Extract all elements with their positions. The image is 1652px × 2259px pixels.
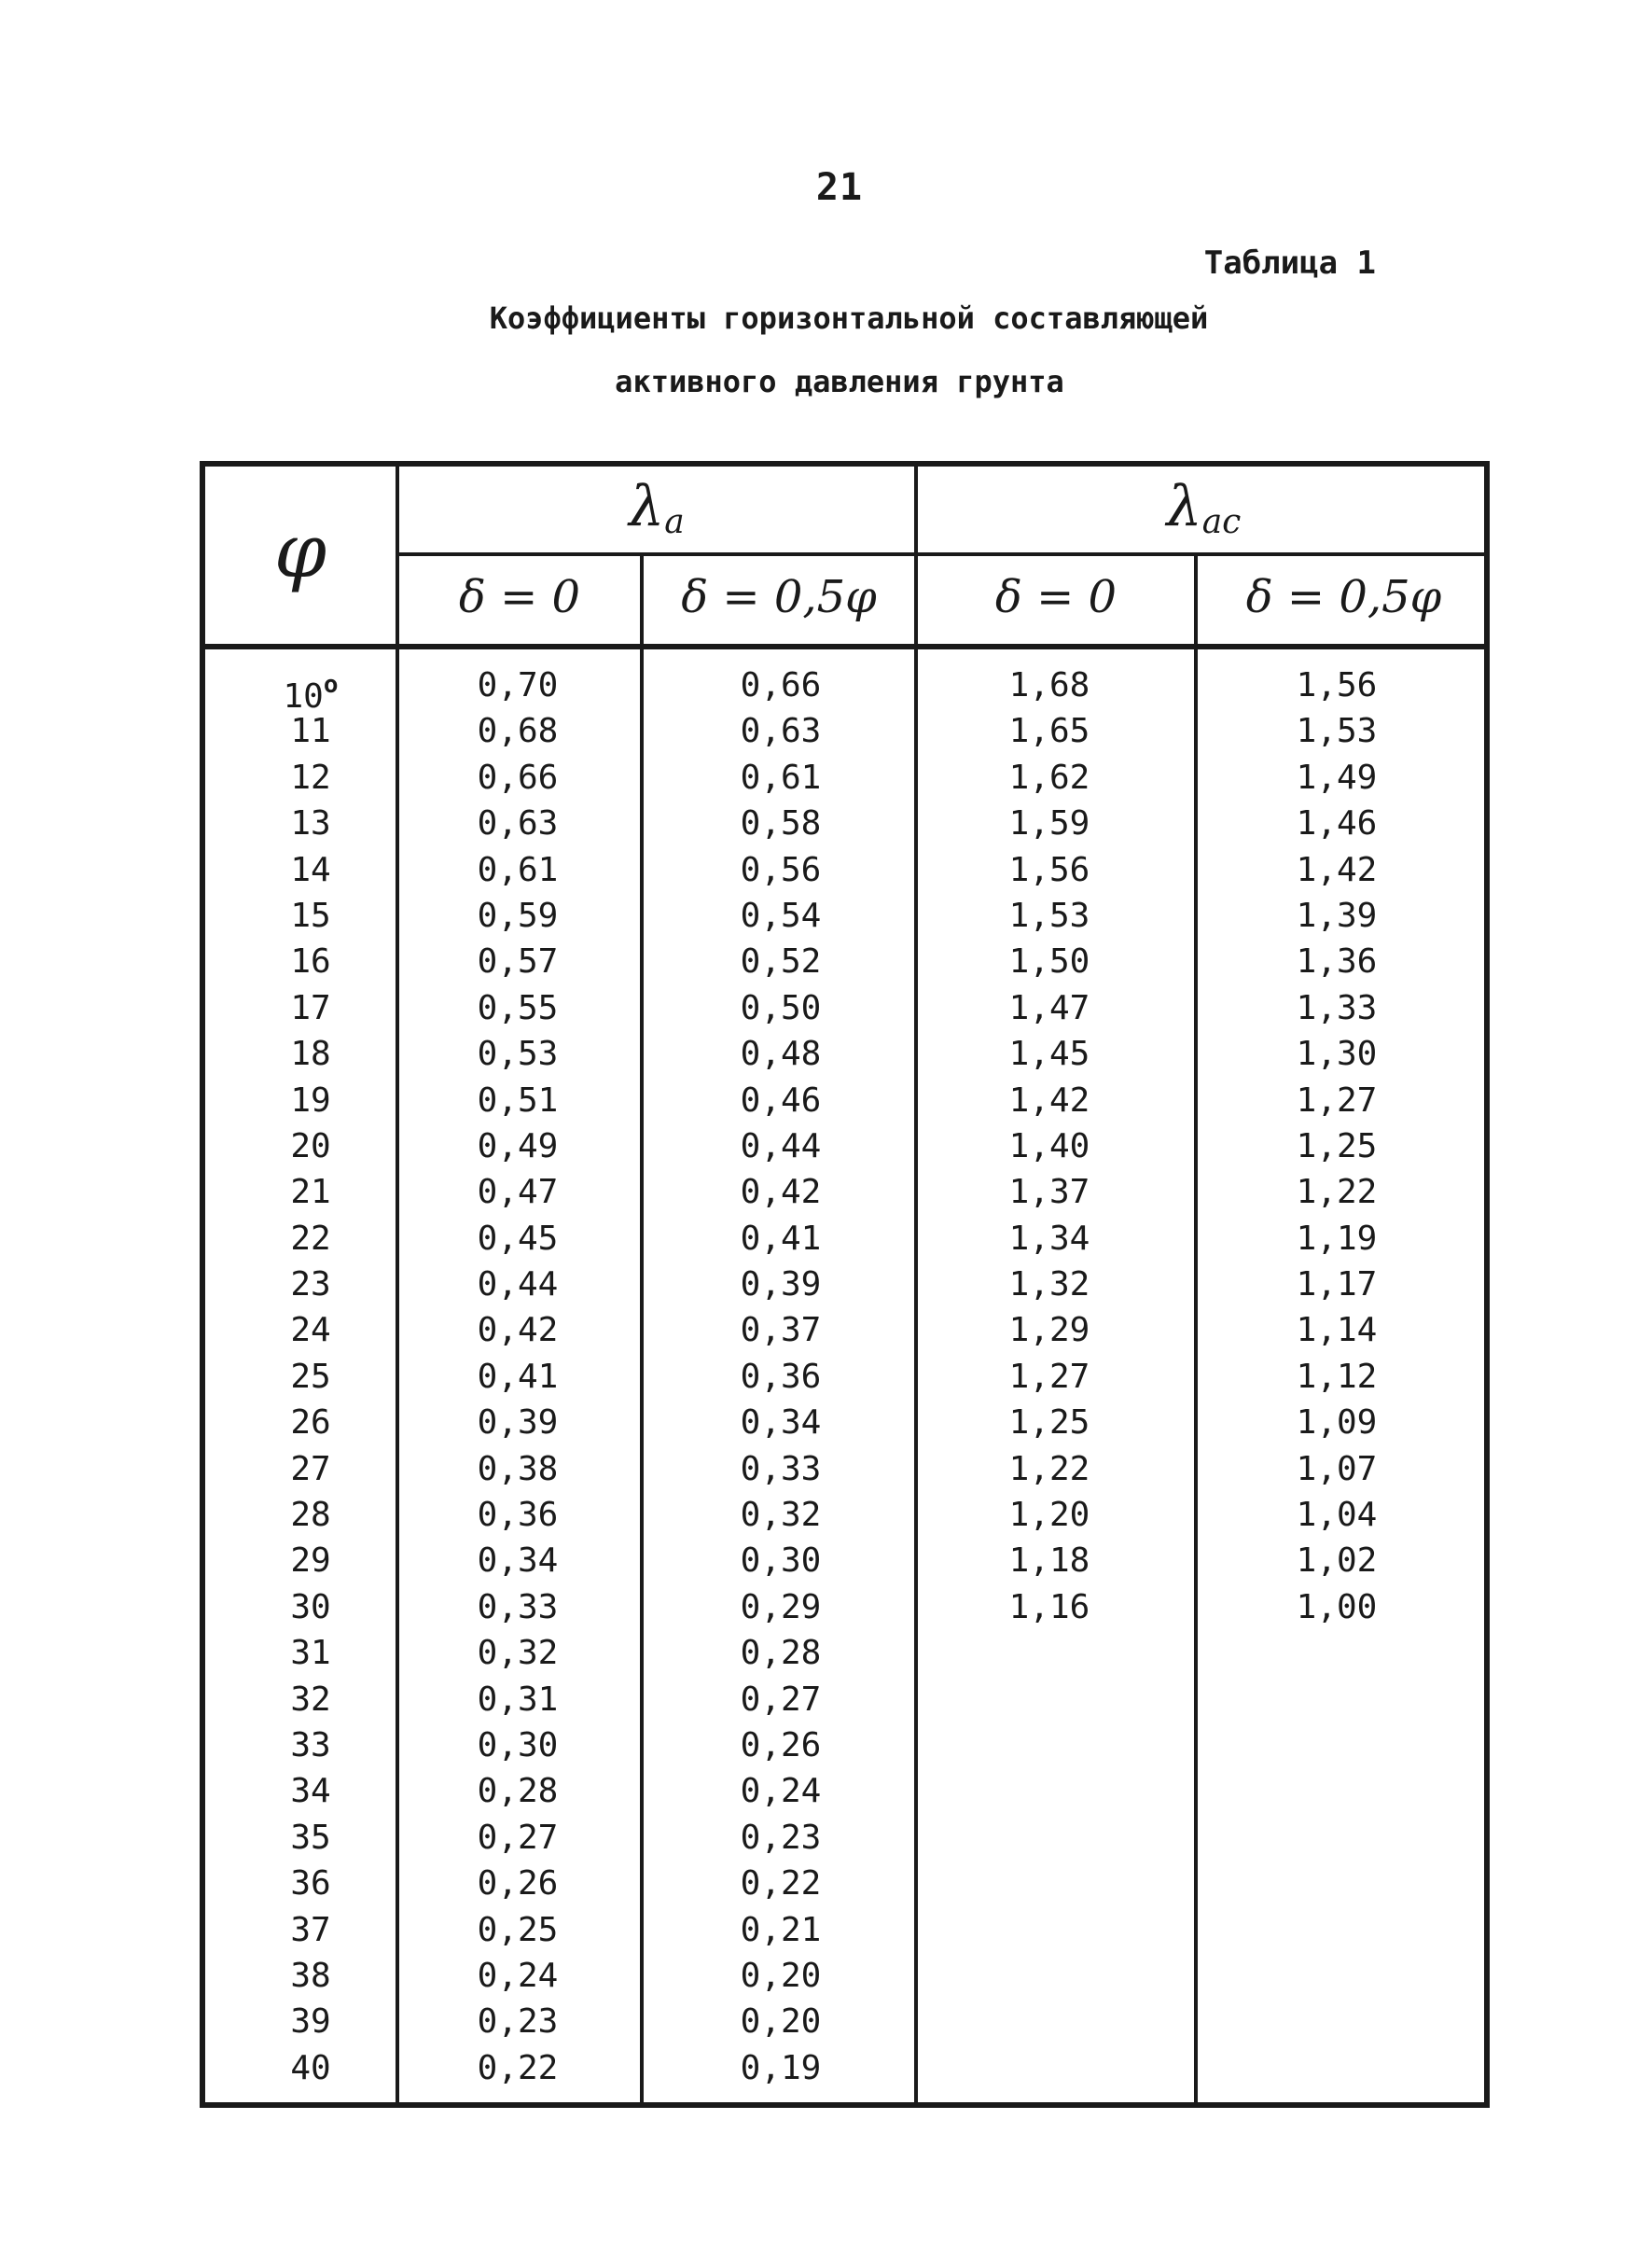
table-cell: [401, 939, 634, 984]
table-rule-vertical: [1194, 556, 1198, 2102]
table-cell: [664, 708, 897, 754]
cell-value: 1,19: [1296, 1219, 1378, 1258]
cell-value: 0,61: [477, 850, 559, 889]
table-cell: [1220, 1584, 1453, 1630]
table-cell: [241, 939, 381, 984]
cell-value: 0,54: [740, 896, 822, 935]
cell-value: 37: [290, 1910, 331, 1949]
cell-value: 0,55: [477, 988, 559, 1027]
table-cell: [1220, 1169, 1453, 1215]
cell-value: 0,20: [740, 1956, 822, 1995]
table-cell: [241, 1169, 381, 1215]
table-cell: [664, 1538, 897, 1583]
cell-value: 1,12: [1296, 1357, 1378, 1396]
cell-value: 0,44: [477, 1265, 559, 1304]
table-cell: [241, 1861, 381, 1906]
table-cell: [933, 1031, 1166, 1077]
header-lambda-ac: [918, 474, 1490, 541]
table-label: Таблица 1: [1203, 244, 1376, 282]
table-cell: [664, 1031, 897, 1077]
column-lambda-ac-delta-half-phi: [1220, 662, 1453, 1630]
table-cell: [1220, 1078, 1453, 1123]
cell-value: 0,21: [740, 1910, 822, 1949]
table-cell: [401, 1031, 634, 1077]
table-cell: [401, 708, 634, 754]
table-cell: [1220, 1262, 1453, 1307]
table-cell: [401, 1078, 634, 1123]
table-cell: [241, 801, 381, 846]
cell-value: 23: [290, 1265, 331, 1304]
header-lambda-ac-delta-zero: δ = 0: [994, 571, 1118, 623]
cell-value: 0,48: [740, 1035, 822, 1074]
table-cell: [933, 1538, 1166, 1583]
cell-value: 0,25: [477, 1910, 559, 1949]
lambda-ac-symbol: λ: [1166, 474, 1202, 539]
table-cell: [241, 1216, 381, 1262]
header-lambda-a-delta-zero: δ = 0: [458, 571, 581, 623]
table-cell: [1220, 1492, 1453, 1538]
cell-value: 0,58: [740, 804, 822, 844]
table-cell: [241, 1262, 381, 1307]
cell-value: 0,66: [740, 666, 822, 704]
table-cell: [241, 1768, 381, 1814]
table-cell: [401, 893, 634, 939]
table-cell: [664, 1630, 897, 1676]
cell-value: 14: [290, 850, 331, 889]
table-cell: [664, 1262, 897, 1307]
cell-value: 0,24: [740, 1772, 822, 1811]
table-cell: [401, 1169, 634, 1215]
table-cell: [664, 1123, 897, 1169]
table-cell: [933, 1262, 1166, 1307]
table-cell: [241, 985, 381, 1031]
cell-value: 0,45: [477, 1219, 559, 1258]
cell-value: 1,53: [1008, 896, 1090, 935]
column-lambda-ac-delta-zero: [933, 662, 1166, 1630]
cell-value: 1,59: [1008, 804, 1090, 844]
cell-value: 0,23: [477, 2002, 559, 2042]
table-cell: [401, 1999, 634, 2044]
cell-value: 0,31: [477, 1680, 559, 1719]
table-cell: [664, 847, 897, 893]
table-cell: [664, 1815, 897, 1861]
table-cell: [401, 1722, 634, 1768]
table-cell: [664, 1354, 897, 1400]
cell-value: 0,29: [740, 1587, 822, 1626]
cell-value: 26: [290, 1403, 331, 1443]
table-cell: [241, 2045, 381, 2091]
cell-value: 0,22: [740, 1864, 822, 1903]
cell-value: 1,27: [1296, 1081, 1378, 1120]
cell-value: 1,25: [1296, 1126, 1378, 1165]
cell-value: 0,32: [477, 1634, 559, 1673]
table-cell: [664, 1677, 897, 1722]
table-cell: [241, 1999, 381, 2044]
cell-value: 0,59: [477, 896, 559, 935]
cell-value: 18: [290, 1035, 331, 1074]
cell-value: 0,34: [477, 1541, 559, 1581]
cell-value: 0,36: [740, 1357, 822, 1396]
cell-value: 0,42: [740, 1173, 822, 1212]
cell-value: 16: [290, 942, 331, 982]
table-cell: [664, 1078, 897, 1123]
table-rule-vertical: [640, 556, 644, 2102]
table-cell: [933, 1078, 1166, 1123]
cell-value: 0,47: [477, 1173, 559, 1212]
cell-value: 1,09: [1296, 1403, 1378, 1443]
table-cell: [664, 985, 897, 1031]
cell-value: 0,27: [477, 1818, 559, 1857]
cell-value: 17: [290, 988, 331, 1027]
cell-value: 1,33: [1296, 988, 1378, 1027]
cell-value: 0,53: [477, 1035, 559, 1074]
table-cell: [664, 1861, 897, 1906]
table-cell: [933, 1584, 1166, 1630]
table-cell: [401, 662, 634, 708]
table-cell: [1220, 1400, 1453, 1445]
cell-value: 38: [290, 1956, 331, 1995]
table-cell: [241, 1031, 381, 1077]
table-cell: [241, 1584, 381, 1630]
cell-value: 1,65: [1008, 712, 1090, 751]
cell-value: 0,26: [477, 1864, 559, 1903]
cell-value: 0,39: [477, 1403, 559, 1443]
table-cell: [401, 1953, 634, 1999]
cell-value: 1,29: [1008, 1311, 1090, 1350]
cell-value: 25: [290, 1357, 331, 1396]
cell-value: 28: [290, 1496, 331, 1535]
header-lambda-a: [399, 474, 914, 541]
table-cell: [664, 1907, 897, 1953]
table-rule-horizontal: [396, 552, 1484, 556]
table-cell: [401, 1815, 634, 1861]
cell-value: 15: [290, 896, 331, 935]
cell-value: 1,16: [1008, 1587, 1090, 1626]
header-lambda-ac-delta-half-phi: δ = 0,5φ: [1245, 571, 1442, 623]
table-cell: [401, 847, 634, 893]
table-cell: [664, 662, 897, 708]
cell-value: 30: [290, 1587, 331, 1626]
cell-value: 0,49: [477, 1126, 559, 1165]
cell-value: 0,63: [477, 804, 559, 844]
table-cell: [664, 1492, 897, 1538]
cell-value: 0,46: [740, 1081, 822, 1120]
cell-value: 0,37: [740, 1311, 822, 1350]
cell-value: 11: [290, 712, 331, 751]
cell-value: 1,25: [1008, 1403, 1090, 1443]
table-cell: [241, 662, 381, 716]
cell-value: 1,50: [1008, 942, 1090, 982]
table-cell: [241, 1400, 381, 1445]
cell-value: 0,22: [477, 2048, 559, 2087]
table-cell: [664, 1216, 897, 1262]
cell-value: 24: [290, 1311, 331, 1350]
cell-value: 0,36: [477, 1496, 559, 1535]
table-cell: [933, 893, 1166, 939]
cell-value: 32: [290, 1680, 331, 1719]
table-cell: [1220, 1354, 1453, 1400]
cell-value: 0,41: [477, 1357, 559, 1396]
cell-value: 1,22: [1008, 1449, 1090, 1488]
table-cell: [401, 1216, 634, 1262]
cell-value: 0,38: [477, 1449, 559, 1488]
table-cell: [1220, 893, 1453, 939]
table-cell: [664, 801, 897, 846]
table-cell: [933, 662, 1166, 708]
cell-value: 0,66: [477, 758, 559, 797]
cell-value: 1,17: [1296, 1265, 1378, 1304]
table-cell: [241, 1078, 381, 1123]
table-cell: [401, 1907, 634, 1953]
column-lambda-a-delta-half-phi: [664, 662, 897, 2091]
cell-value: 0,32: [740, 1496, 822, 1535]
table-cell: [401, 1630, 634, 1676]
table-cell: [401, 1768, 634, 1814]
cell-value: 31: [290, 1634, 331, 1673]
table-cell: [241, 755, 381, 801]
cell-value: 0,51: [477, 1081, 559, 1120]
cell-value: 35: [290, 1818, 331, 1857]
table-cell: [1220, 1216, 1453, 1262]
table-cell: [401, 1861, 634, 1906]
table-cell: [1220, 662, 1453, 708]
cell-value: 0,23: [740, 1818, 822, 1857]
table-cell: [664, 893, 897, 939]
cell-value: 1,02: [1296, 1541, 1378, 1581]
lambda-a-symbol: λ: [629, 474, 665, 539]
cell-value: 1,49: [1296, 758, 1378, 797]
cell-value: 1,39: [1296, 896, 1378, 935]
cell-value: 1,62: [1008, 758, 1090, 797]
table-cell: [1220, 755, 1453, 801]
table-cell: [401, 1262, 634, 1307]
page-number: 21: [815, 166, 864, 209]
cell-value: 0,39: [740, 1265, 822, 1304]
cell-value: 1,27: [1008, 1357, 1090, 1396]
cell-value: 19: [290, 1081, 331, 1120]
cell-value: 0,20: [740, 2002, 822, 2042]
table-rule-vertical: [396, 467, 399, 2102]
cell-value: 1,04: [1296, 1496, 1378, 1535]
table-cell: [401, 1307, 634, 1353]
cell-value: 1,42: [1008, 1081, 1090, 1120]
cell-value: 1,14: [1296, 1311, 1378, 1350]
table-cell: [1220, 1307, 1453, 1353]
header-lambda-a-delta-half-phi: δ = 0,5φ: [681, 571, 877, 623]
table-cell: [401, 2045, 634, 2091]
cell-value: 10: [283, 677, 324, 716]
table-cell: [664, 1768, 897, 1814]
table-cell: [933, 939, 1166, 984]
table-cell: [241, 1677, 381, 1722]
cell-value: 1,07: [1296, 1449, 1378, 1488]
table-cell: [933, 1307, 1166, 1353]
cell-value: 0,27: [740, 1680, 822, 1719]
cell-value: 0,56: [740, 850, 822, 889]
table-cell: [241, 1722, 381, 1768]
table-cell: [241, 1538, 381, 1583]
cell-value: 0,28: [740, 1634, 822, 1673]
cell-value: 0,19: [740, 2048, 822, 2087]
cell-value: 1,30: [1296, 1035, 1378, 1074]
table-cell: [933, 1446, 1166, 1492]
table-rule-horizontal: [205, 644, 1484, 649]
table-cell: [664, 2045, 897, 2091]
table-cell: [241, 847, 381, 893]
cell-value: 1,22: [1296, 1173, 1378, 1212]
lambda-ac-subscript: ac: [1201, 503, 1242, 541]
table-rule-vertical: [914, 467, 918, 2102]
table-cell: [401, 1538, 634, 1583]
cell-value: 0,33: [477, 1587, 559, 1626]
table-cell: [1220, 1446, 1453, 1492]
table-cell: [241, 1492, 381, 1538]
cell-value: 27: [290, 1449, 331, 1488]
table-cell: [933, 1123, 1166, 1169]
cell-value: 1,20: [1008, 1496, 1090, 1535]
table-cell: [664, 1722, 897, 1768]
cell-value: 0,24: [477, 1956, 559, 1995]
column-lambda-a-delta-zero: [401, 662, 634, 2091]
cell-value: 1,37: [1008, 1173, 1090, 1212]
cell-value: 1,56: [1296, 666, 1378, 704]
table-cell: [401, 1492, 634, 1538]
table-cell: [933, 1216, 1166, 1262]
table-cell: [933, 801, 1166, 846]
table-cell: [664, 1584, 897, 1630]
cell-value: 1,40: [1008, 1126, 1090, 1165]
table-cell: [933, 1492, 1166, 1538]
cell-value: 33: [290, 1725, 331, 1764]
cell-value: 0,50: [740, 988, 822, 1027]
table-cell: [1220, 1123, 1453, 1169]
cell-value: 0,52: [740, 942, 822, 982]
table-cell: [241, 1815, 381, 1861]
cell-value: 1,36: [1296, 942, 1378, 982]
table-cell: [664, 939, 897, 984]
cell-value: 12: [290, 758, 331, 797]
column-phi: [241, 662, 381, 2091]
table-cell: [241, 893, 381, 939]
cell-value: 0,57: [477, 942, 559, 982]
lambda-a-subscript: a: [664, 503, 685, 541]
cell-value: 0,68: [477, 712, 559, 751]
cell-value: 29: [290, 1541, 331, 1581]
table-cell: [664, 1446, 897, 1492]
cell-value: 0,33: [740, 1449, 822, 1488]
cell-value: 1,45: [1008, 1035, 1090, 1074]
table-cell: [1220, 1538, 1453, 1583]
table-title-line-2: активного давления грунта: [615, 364, 1064, 399]
degree-mark: o: [323, 671, 339, 699]
table-cell: [241, 1953, 381, 1999]
cell-value: 1,18: [1008, 1541, 1090, 1581]
cell-value: 0,44: [740, 1126, 822, 1165]
table-cell: [1220, 1031, 1453, 1077]
cell-value: 0,42: [477, 1311, 559, 1350]
cell-value: 1,42: [1296, 850, 1378, 889]
table-cell: [664, 1400, 897, 1445]
table-cell: [241, 708, 381, 754]
table-cell: [664, 755, 897, 801]
cell-value: 0,63: [740, 712, 822, 751]
table-cell: [933, 755, 1166, 801]
cell-value: 0,30: [740, 1541, 822, 1581]
cell-value: 0,70: [477, 666, 559, 704]
cell-value: 36: [290, 1864, 331, 1903]
table-cell: [933, 985, 1166, 1031]
cell-value: 1,68: [1008, 666, 1090, 704]
cell-value: 40: [290, 2048, 331, 2087]
cell-value: 13: [290, 804, 331, 844]
table-cell: [401, 801, 634, 846]
table-cell: [664, 1169, 897, 1215]
table-cell: [664, 1953, 897, 1999]
header-phi: φ: [273, 508, 326, 594]
cell-value: 1,53: [1296, 712, 1378, 751]
table-cell: [401, 1123, 634, 1169]
cell-value: 1,32: [1008, 1265, 1090, 1304]
cell-value: 0,28: [477, 1772, 559, 1811]
cell-value: 1,34: [1008, 1219, 1090, 1258]
table-cell: [241, 1630, 381, 1676]
table-cell: [1220, 708, 1453, 754]
table-cell: [1220, 801, 1453, 846]
table-cell: [401, 1446, 634, 1492]
table-cell: [933, 708, 1166, 754]
cell-value: 34: [290, 1772, 331, 1811]
table-cell: [401, 1584, 634, 1630]
table-cell: [401, 985, 634, 1031]
table-title-line-1: Коэффициенты горизонтальной составляющей: [489, 300, 1209, 336]
table-cell: [664, 1307, 897, 1353]
cell-value: 0,26: [740, 1725, 822, 1764]
table-cell: [1220, 985, 1453, 1031]
table-cell: [401, 1354, 634, 1400]
cell-value: 0,61: [740, 758, 822, 797]
table-cell: [1220, 939, 1453, 984]
cell-value: 0,30: [477, 1725, 559, 1764]
table-cell: [401, 755, 634, 801]
cell-value: 1,00: [1296, 1587, 1378, 1626]
table-cell: [241, 1123, 381, 1169]
cell-value: 1,56: [1008, 850, 1090, 889]
table-cell: [241, 1446, 381, 1492]
table-cell: [933, 1400, 1166, 1445]
table-cell: [933, 847, 1166, 893]
table-cell: [933, 1354, 1166, 1400]
cell-value: 1,46: [1296, 804, 1378, 844]
cell-value: 22: [290, 1219, 331, 1258]
cell-value: 0,34: [740, 1403, 822, 1443]
table-cell: [401, 1677, 634, 1722]
cell-value: 1,47: [1008, 988, 1090, 1027]
cell-value: 21: [290, 1173, 331, 1212]
table-cell: [241, 1307, 381, 1353]
table-cell: [401, 1400, 634, 1445]
cell-value: 39: [290, 2002, 331, 2042]
table-cell: [241, 1907, 381, 1953]
cell-value: 0,41: [740, 1219, 822, 1258]
table-cell: [241, 1354, 381, 1400]
table-cell: [664, 1999, 897, 2044]
cell-value: 20: [290, 1126, 331, 1165]
table-cell: [933, 1169, 1166, 1215]
table-cell: [1220, 847, 1453, 893]
